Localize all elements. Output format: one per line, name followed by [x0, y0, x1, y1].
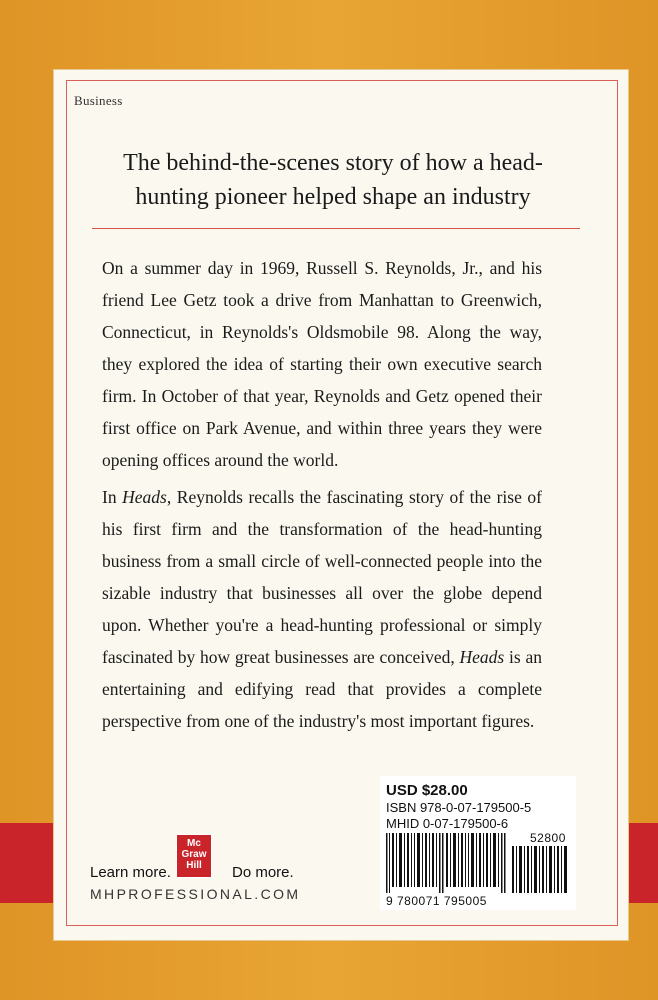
barcode-icon: [386, 833, 506, 893]
description-paragraph-1: On a summer day in 1969, Russell S. Reynolds, Jr., and his friend Lee Getz took a drive from Manhattan to Greenwich, Connecticut, in Reynolds's Oldsmobile 98. Along the way, they explored the idea of starting their own executive search firm. In October of that year, Reynolds and Getz opened their first office on Park Avenue, and within three years they were opening offices around the world.: [102, 258, 542, 470]
description-paragraph-2: [102, 481, 542, 737]
para2-text-2: , Reynolds recalls the fascinating story of the rise of his first firm and the transformation of the head-hunting business from a small circle of well-connected people into the sizable industry that businesses all over the globe depend upon. Whether you're a head-hunting professional or simply fascinated by how great businesses are conceived,: [102, 487, 543, 667]
isbn-label: ISBN 978-0-07-179500-5: [386, 800, 532, 815]
book-title: Heads: [459, 647, 505, 667]
logo-line: Mc: [187, 838, 201, 849]
addon-barcode-icon: [512, 846, 570, 893]
barcode-number: 9 780071 795005: [386, 894, 487, 908]
mcgraw-hill-logo: [176, 834, 212, 878]
slogan-do: Do more.: [232, 864, 294, 881]
book-title: Heads: [122, 487, 167, 507]
slogan-learn: Learn more.: [90, 864, 171, 881]
divider-rule: [92, 228, 580, 229]
logo-line: Graw: [181, 849, 207, 860]
price-barcode-box: [380, 776, 576, 910]
mhid-label: MHID 0-07-179500-6: [386, 816, 509, 831]
headline: The behind-the-scenes story of how a head-hunting pioneer helped shape an industry: [123, 150, 543, 210]
para2-text-3: is an entertaining and edifying read that provides a complete perspective from one of the industry's most important figures.: [102, 647, 542, 731]
logo-line: Hill: [186, 860, 202, 871]
publisher-url: MHPROFESSIONAL.COM: [90, 886, 301, 902]
price-label: USD $28.00: [386, 782, 468, 799]
para2-text-1: In: [102, 487, 123, 507]
addon-number: 52800: [530, 831, 566, 845]
category-label: Business: [74, 93, 123, 108]
